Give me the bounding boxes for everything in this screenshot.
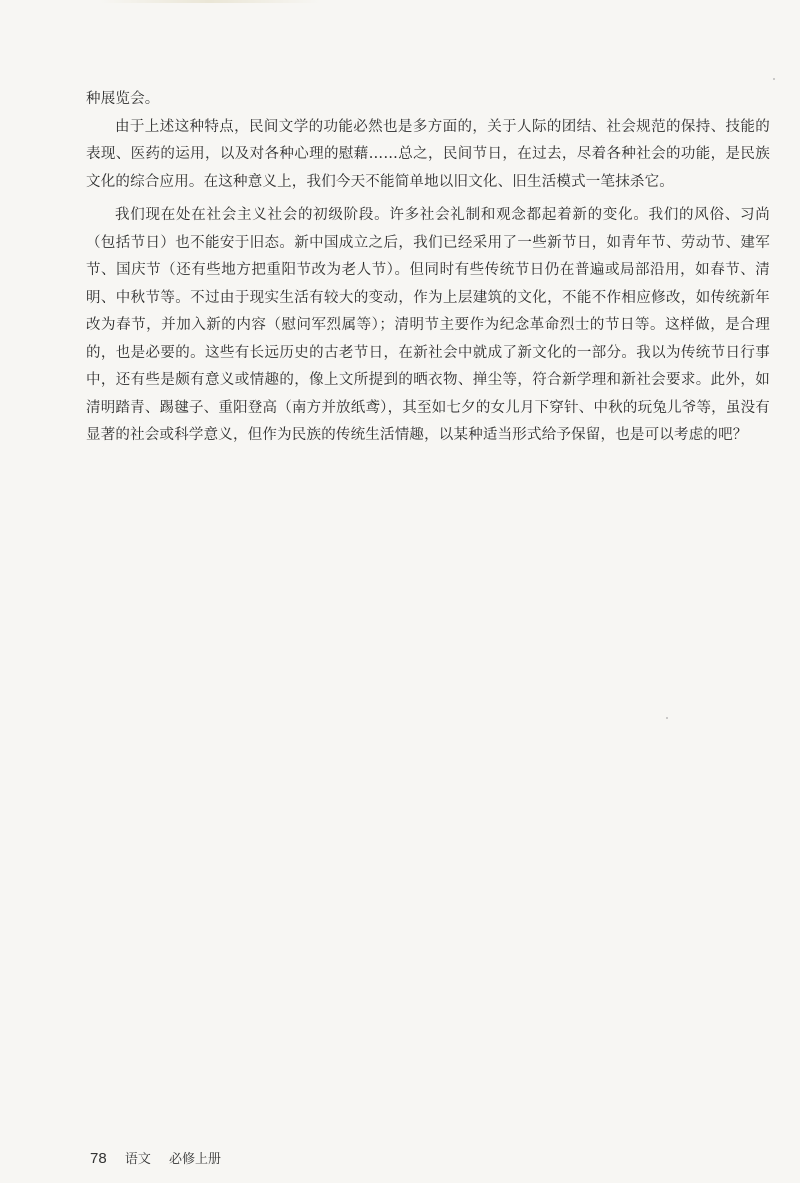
paragraph-socialist-festivals: 我们现在处在社会主义社会的初级阶段。许多社会礼制和观念都起着新的变化。我们的风俗、习尚（包括节日）也不能安于旧态。新中国成立之后，我们已经采用了一些新节日，如青年节、劳动节、建军节、国庆节（还有些地方把重阳节改为老人节）。但同时有些传统节日仍在普遍或局部沿用，如春节、清明、中秋节等。不过由于现实生活有较大的变动，作为上层建筑的文化，不能不作相应修改，如传统新年改为春节，并加入新的内容（慰问军烈属等）；清明节主要作为纪念革命烈士的节日等。这样做，是合理的，也是必要的。这些有长远历史的古老节日，在新社会中就成了新文化的一部分。我以为传统节日行事中，还有些是颇有意义或情趣的，像上文所提到的晒衣物、掸尘等，符合新学理和新社会要求。此外，如清明踏青、踢毽子、重阳登高（南方并放纸鸢），其至如七夕的女儿月下穿针、中秋的玩兔儿爷等，虽没有显著的社会或科学意义，但作为民族的传统生活情趣，以某种适当形式给予保留，也是可以考虑的吧？ bbox=[86, 207, 770, 443]
page-number: 78 bbox=[90, 1150, 107, 1167]
paragraph-continuation: 种展览会。 bbox=[86, 91, 160, 107]
scan-speck bbox=[773, 78, 775, 80]
paragraph-folk-literature-functions: 由于上述这种特点，民间文学的功能必然也是多方面的，关于人际的团结、社会规范的保持、技能的表现、医药的运用，以及对各种心理的慰藉……总之，民间节日，在过去，尽着各种社会的功能，是民族文化的综合应用。在这种意义上，我们今天不能简单地以旧文化、旧生活模式一笔抹杀它。 bbox=[86, 118, 770, 190]
volume-label: 必修上册 bbox=[168, 1152, 221, 1167]
scan-speck bbox=[666, 717, 668, 719]
page-footer bbox=[90, 1148, 221, 1167]
main-text bbox=[86, 86, 770, 450]
scan-edge-artifact bbox=[100, 0, 320, 3]
subject-label: 语文 bbox=[124, 1152, 151, 1167]
